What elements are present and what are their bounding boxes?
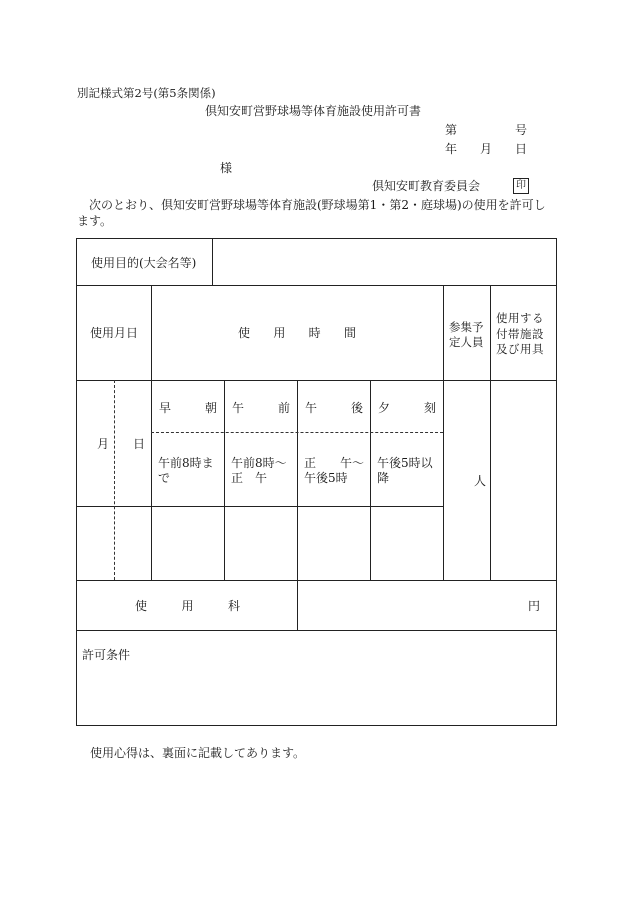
time-header: 使 用 時 間	[238, 326, 356, 340]
date-month: 月	[480, 142, 493, 156]
number-prefix: 第	[445, 123, 458, 137]
issuer-name: 倶知安町教育委員会	[372, 179, 481, 193]
date-label: 使用月日	[90, 326, 139, 340]
permission-statement: 次のとおり、倶知安町営野球場等体育施設(野球場第1・第2・庭球場)の使用を許可します。	[77, 198, 546, 228]
seal-box: 印	[513, 178, 529, 194]
slot-range-morning: 午前8時～正 午	[231, 456, 287, 485]
persons-unit: 人	[474, 474, 487, 488]
slot-name-early-morning: 早 朝	[159, 401, 217, 415]
slot-range-afternoon: 正 午～午後5時	[304, 456, 365, 485]
footer-note: 使用心得は、裏面に記載してあります。	[90, 746, 306, 760]
equipment-label: 使用する付帯施設及び用具	[496, 311, 544, 356]
day-label: 日	[133, 437, 146, 451]
slot-range-evening: 午後5時以降	[377, 456, 433, 485]
recipient-suffix: 様	[220, 161, 233, 175]
participants-label: 参集予定人員	[449, 320, 484, 349]
date-day: 日	[515, 142, 528, 156]
slot-range-early-morning: 午前8時まで	[158, 456, 214, 485]
purpose-input[interactable]	[214, 240, 554, 284]
form-number: 別記様式第2号(第5条関係)	[77, 86, 216, 100]
document-title: 倶知安町営野球場等体育施設使用許可書	[205, 104, 422, 118]
slot-name-evening: 夕 刻	[378, 401, 436, 415]
fee-label: 使 用 科	[135, 599, 240, 613]
month-label: 月	[97, 437, 110, 451]
number-suffix: 号	[515, 123, 528, 137]
slot-name-morning: 午 前	[232, 401, 290, 415]
purpose-label: 使用目的(大会名等)	[91, 256, 197, 270]
conditions-label: 許可条件	[82, 648, 131, 662]
fee-unit: 円	[528, 599, 541, 613]
slot-name-afternoon: 午 後	[305, 401, 363, 415]
date-year: 年	[445, 142, 458, 156]
